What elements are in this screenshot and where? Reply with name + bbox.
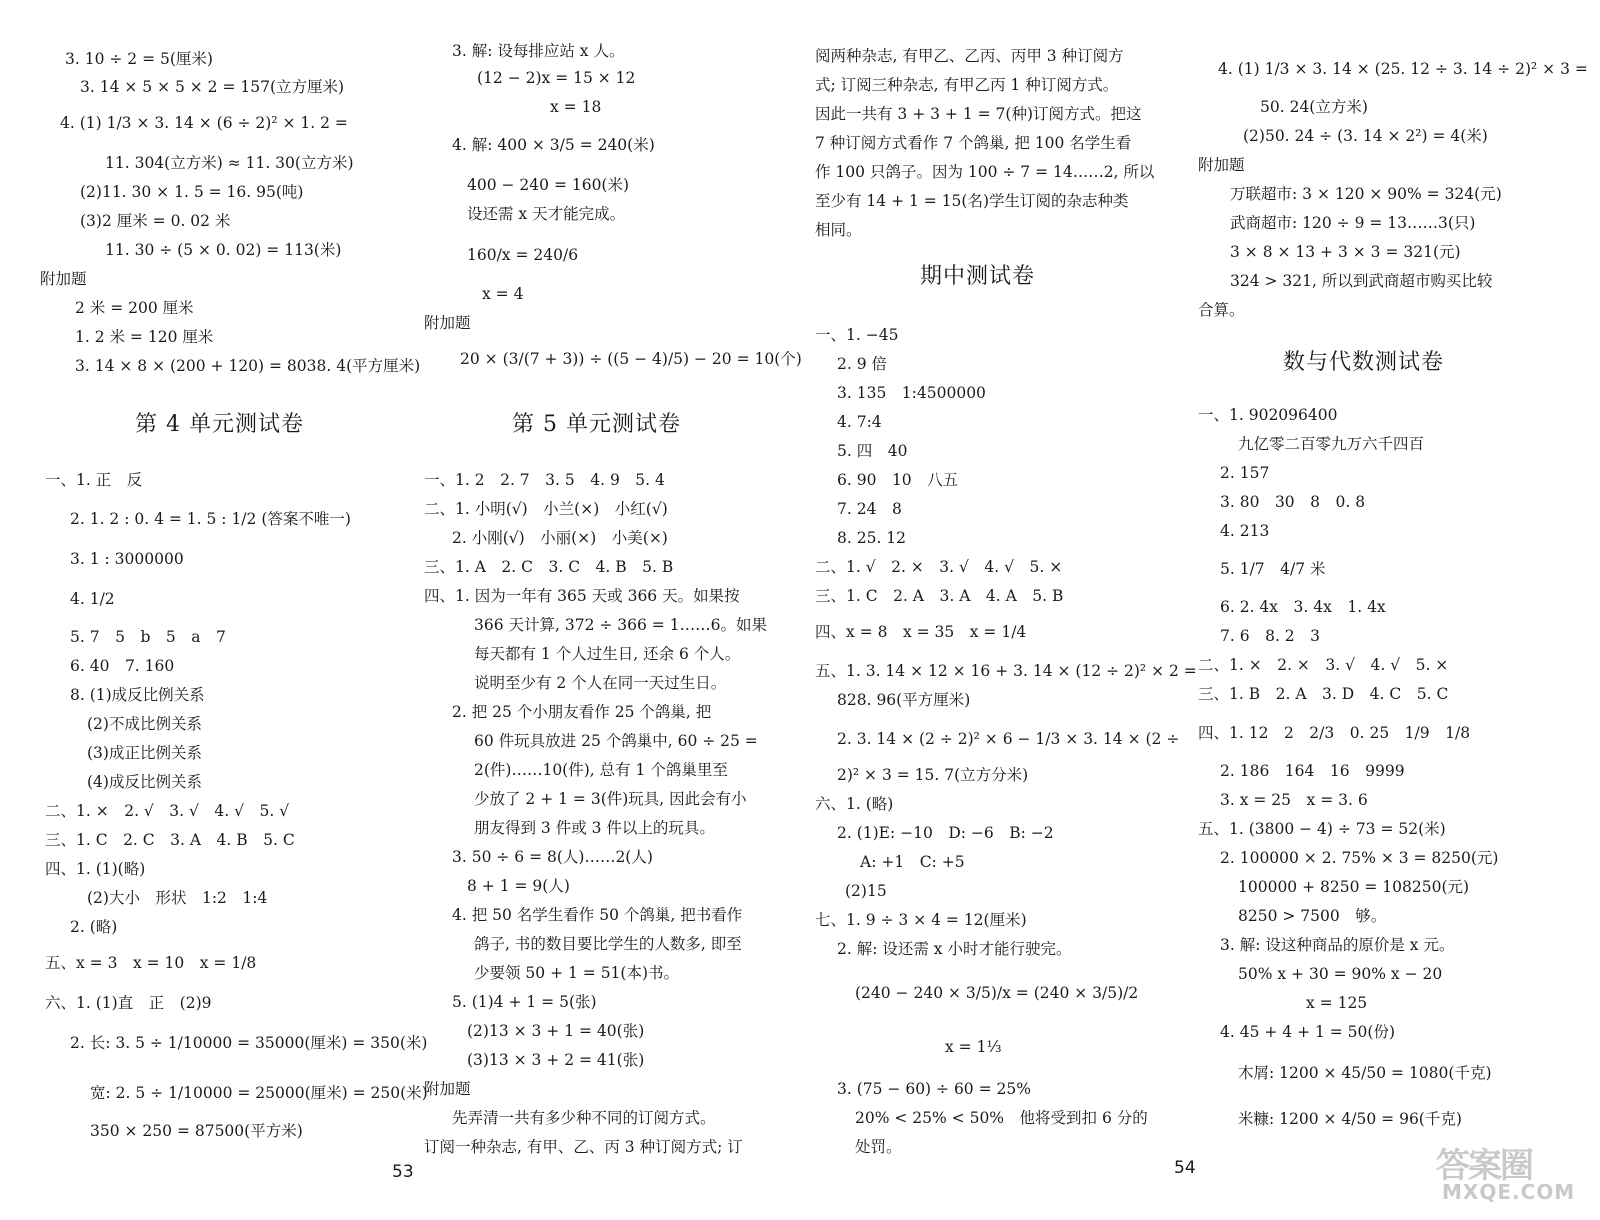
answer-line: 20 × (3/(7 + 3)) ÷ ((5 − 4)/5) − 20 = 10(个) bbox=[460, 350, 802, 368]
answer-line: 6. 2. 4x 3. 4x 1. 4x bbox=[1220, 598, 1386, 616]
answer-line: 因此一共有 3 + 3 + 1 = 7(种)订阅方式。把这 bbox=[815, 105, 1142, 123]
answer-line: 相同。 bbox=[815, 221, 862, 239]
answer-line: 3. 135 1:4500000 bbox=[837, 384, 986, 402]
section-title: 数与代数测试卷 bbox=[1283, 350, 1445, 375]
answer-line: 828. 96(平方厘米) bbox=[837, 691, 971, 709]
answer-line: 2. 3. 14 × (2 ÷ 2)² × 6 − 1/3 × 3. 14 × (2 ÷ bbox=[837, 730, 1180, 748]
answer-line: 先弄清一共有多少种不同的订阅方式。 bbox=[452, 1109, 716, 1127]
answer-line: 366 天计算, 372 ÷ 366 = 1……6。如果 bbox=[474, 616, 767, 634]
answer-line: x = 4 bbox=[482, 285, 524, 303]
answer-line: 七、1. 9 ÷ 3 × 4 = 12(厘米) bbox=[815, 911, 1027, 929]
answer-line: 鸽子, 书的数目要比学生的人数多, 即至 bbox=[474, 935, 742, 953]
answer-line: 少放了 2 + 1 = 3(件)玩具, 因此会有小 bbox=[474, 790, 747, 808]
answer-line: 2. 长: 3. 5 ÷ 1/10000 = 35000(厘米) = 350(米) bbox=[70, 1034, 428, 1052]
section-title: 第 4 单元测试卷 bbox=[135, 412, 304, 437]
answer-line: 一、1. −45 bbox=[815, 326, 899, 344]
answer-line: 处罚。 bbox=[855, 1138, 902, 1156]
answer-line: (12 − 2)x = 15 × 12 bbox=[477, 69, 636, 87]
answer-line: 100000 + 8250 = 108250(元) bbox=[1238, 878, 1470, 896]
answer-line: 六、1. (1)直 正 (2)9 bbox=[45, 994, 212, 1012]
answer-line: 2. 解: 设还需 x 小时才能行驶完。 bbox=[837, 940, 1072, 958]
answer-line: 万联超市: 3 × 120 × 90% = 324(元) bbox=[1230, 185, 1502, 203]
answer-line: (2)11. 30 × 1. 5 = 16. 95(吨) bbox=[80, 183, 304, 201]
answer-line: 2. 把 25 个小朋友看作 25 个鸽巢, 把 bbox=[452, 703, 712, 721]
answer-line: 合算。 bbox=[1198, 301, 1245, 319]
answer-line: 木屑: 1200 × 45/50 = 1080(千克) bbox=[1238, 1064, 1492, 1082]
answer-line: 4. (1) 1/3 × 3. 14 × (6 ÷ 2)² × 1. 2 = bbox=[60, 114, 348, 132]
answer-line: 五、1. (3800 − 4) ÷ 73 = 52(米) bbox=[1198, 820, 1446, 838]
answer-line: 三、1. B 2. A 3. D 4. C 5. C bbox=[1198, 685, 1449, 703]
answer-line: x = 1⅓ bbox=[945, 1038, 1002, 1056]
answer-line: 4. 45 + 4 + 1 = 50(份) bbox=[1220, 1023, 1396, 1041]
answer-line: 11. 304(立方米) ≈ 11. 30(立方米) bbox=[105, 154, 354, 172]
answer-line: 附加题 bbox=[1198, 156, 1245, 174]
page-number-right: 54 bbox=[1174, 1158, 1196, 1178]
answer-line: 50% x + 30 = 90% x − 20 bbox=[1238, 965, 1443, 983]
answer-line: 324 > 321, 所以到武商超市购买比较 bbox=[1230, 272, 1493, 290]
answer-line: 5. 四 40 bbox=[837, 442, 908, 460]
answer-line: 至少有 14 + 1 = 15(名)学生订阅的杂志种类 bbox=[815, 192, 1129, 210]
answer-line: 二、1. × 2. √ 3. √ 4. √ 5. √ bbox=[45, 802, 290, 820]
answer-line: 米糠: 1200 × 4/50 = 96(千克) bbox=[1238, 1110, 1462, 1128]
answer-line: 一、1. 902096400 bbox=[1198, 406, 1338, 424]
answer-line: 7. 24 8 bbox=[837, 500, 902, 518]
answer-line: 2. 9 倍 bbox=[837, 355, 888, 373]
answer-line: 3. 14 × 8 × (200 + 120) = 8038. 4(平方厘米) bbox=[75, 357, 421, 375]
answer-line: 6. 90 10 八五 bbox=[837, 471, 959, 489]
answer-line: (3)13 × 3 + 2 = 41(张) bbox=[467, 1051, 645, 1069]
answer-line: 每天都有 1 个人过生日, 还余 6 个人。 bbox=[474, 645, 741, 663]
answer-line: 五、1. 3. 14 × 12 × 16 + 3. 14 × (12 ÷ 2)² × 2 = bbox=[815, 662, 1197, 680]
answer-line: 武商超市: 120 ÷ 9 = 13……3(只) bbox=[1230, 214, 1476, 232]
answer-line: 三、1. A 2. C 3. C 4. B 5. B bbox=[424, 558, 674, 576]
answer-line: 宽: 2. 5 ÷ 1/10000 = 25000(厘米) = 250(米) bbox=[90, 1084, 428, 1102]
answer-line: 附加题 bbox=[424, 314, 471, 332]
answer-line: (3)2 厘米 = 0. 02 米 bbox=[80, 212, 231, 230]
answer-line: 2. (略) bbox=[70, 918, 118, 936]
answer-line: 2. 100000 × 2. 75% × 3 = 8250(元) bbox=[1220, 849, 1499, 867]
answer-line: 400 − 240 = 160(米) bbox=[467, 176, 630, 194]
answer-line: 160/x = 240/6 bbox=[467, 246, 579, 264]
answer-line: (2)50. 24 ÷ (3. 14 × 2²) = 4(米) bbox=[1243, 127, 1488, 145]
page-number-left: 53 bbox=[392, 1162, 414, 1182]
answer-line: 3. 解: 设每排应站 x 人。 bbox=[452, 42, 625, 60]
answer-line: 设还需 x 天才能完成。 bbox=[467, 205, 626, 223]
answer-line: 2. 186 164 16 9999 bbox=[1220, 762, 1405, 780]
answer-line: 4. 7:4 bbox=[837, 413, 882, 431]
answer-line: 说明至少有 2 个人在同一天过生日。 bbox=[474, 674, 727, 692]
answer-line: (2)不成比例关系 bbox=[87, 715, 202, 733]
answer-line: 6. 40 7. 160 bbox=[70, 657, 175, 675]
section-title: 期中测试卷 bbox=[920, 264, 1036, 289]
answer-line: 5. (1)4 + 1 = 5(张) bbox=[452, 993, 597, 1011]
answer-line: 二、1. √ 2. × 3. √ 4. √ 5. × bbox=[815, 558, 1063, 576]
answer-line: 少要领 50 + 1 = 51(本)书。 bbox=[474, 964, 680, 982]
answer-line: 7. 6 8. 2 3 bbox=[1220, 627, 1321, 645]
answer-line: 四、1. 12 2 2/3 0. 25 1/9 1/8 bbox=[1198, 724, 1471, 742]
answer-line: 5. 1/7 4/7 米 bbox=[1220, 560, 1326, 578]
watermark-logo-text: 答案圈 bbox=[1436, 1146, 1532, 1186]
answer-line: 3. 80 30 8 0. 8 bbox=[1220, 493, 1366, 511]
answer-line: 2(件)……10(件), 总有 1 个鸽巢里至 bbox=[474, 761, 728, 779]
answer-line: 2. (1)E: −10 D: −6 B: −2 bbox=[837, 824, 1054, 842]
answer-line: 2. 157 bbox=[1220, 464, 1270, 482]
answer-line: 20% < 25% < 50% 他将受到扣 6 分的 bbox=[855, 1109, 1148, 1127]
answer-line: 4. 1/2 bbox=[70, 590, 115, 608]
answer-line: 3. 14 × 5 × 5 × 2 = 157(立方厘米) bbox=[80, 78, 345, 96]
answer-line: 3 × 8 × 13 + 3 × 3 = 321(元) bbox=[1230, 243, 1461, 261]
answer-line: 式; 订阅三种杂志, 有甲乙丙 1 种订阅方式。 bbox=[815, 76, 1119, 94]
answer-line: 3. 50 ÷ 6 = 8(人)……2(人) bbox=[452, 848, 653, 866]
answer-line: (3)成正比例关系 bbox=[87, 744, 202, 762]
answer-line: 阅两种杂志, 有甲乙、乙丙、丙甲 3 种订阅方 bbox=[815, 47, 1124, 65]
answer-line: 4. 213 bbox=[1220, 522, 1270, 540]
answer-line: 朋友得到 3 件或 3 件以上的玩具。 bbox=[474, 819, 715, 837]
answer-line: 二、1. × 2. × 3. √ 4. √ 5. × bbox=[1198, 656, 1449, 674]
answer-line: 2)² × 3 = 15. 7(立方分米) bbox=[837, 766, 1029, 784]
answer-line: 三、1. C 2. A 3. A 4. A 5. B bbox=[815, 587, 1064, 605]
answer-line: 五、x = 3 x = 10 x = 1/8 bbox=[45, 954, 257, 972]
answer-line: 4. 解: 400 × 3/5 = 240(米) bbox=[452, 136, 655, 154]
answer-line: 7 种订阅方式看作 7 个鸽巢, 把 100 名学生看 bbox=[815, 134, 1132, 152]
answer-line: (2)15 bbox=[845, 882, 887, 900]
answer-line: 8 + 1 = 9(人) bbox=[467, 877, 570, 895]
answer-line: 3. (75 − 60) ÷ 60 = 25% bbox=[837, 1080, 1031, 1098]
watermark bbox=[1436, 1138, 1586, 1210]
answer-line: 四、1. (1)(略) bbox=[45, 860, 146, 878]
answer-line: 5. 7 5 b 5 a 7 bbox=[70, 628, 226, 646]
answer-line: 50. 24(立方米) bbox=[1260, 98, 1368, 116]
answer-line: A: +1 C: +5 bbox=[860, 853, 965, 871]
answer-line: x = 18 bbox=[550, 98, 602, 116]
answer-line: 2. 小刚(√) 小丽(×) 小美(×) bbox=[452, 529, 668, 547]
answer-line: 四、1. 因为一年有 365 天或 366 天。如果按 bbox=[424, 587, 740, 605]
answer-line: (2)大小 形状 1:2 1:4 bbox=[87, 889, 268, 907]
answer-line: 附加题 bbox=[40, 270, 87, 288]
answer-line: 三、1. C 2. C 3. A 4. B 5. C bbox=[45, 831, 295, 849]
answer-line: 350 × 250 = 87500(平方米) bbox=[90, 1122, 303, 1140]
answer-line: (240 − 240 × 3/5)/x = (240 × 3/5)/2 bbox=[855, 984, 1139, 1002]
answer-line: 60 件玩具放进 25 个鸽巢中, 60 ÷ 25 = bbox=[474, 732, 758, 750]
answer-line: 8. (1)成反比例关系 bbox=[70, 686, 205, 704]
answer-line: 订阅一种杂志, 有甲、乙、丙 3 种订阅方式; 订 bbox=[424, 1138, 743, 1156]
answer-line: 一、1. 正 反 bbox=[45, 471, 143, 489]
answer-line: 3. 10 ÷ 2 = 5(厘米) bbox=[65, 50, 213, 68]
answer-line: 4. 把 50 名学生看作 50 个鸽巢, 把书看作 bbox=[452, 906, 743, 924]
answer-line: 2 米 = 200 厘米 bbox=[75, 299, 194, 317]
watermark-url: MXQE.COM bbox=[1442, 1180, 1576, 1204]
answer-line: (2)13 × 3 + 1 = 40(张) bbox=[467, 1022, 645, 1040]
answer-line: 4. (1) 1/3 × 3. 14 × (25. 12 ÷ 3. 14 ÷ 2)² × 3 = bbox=[1218, 60, 1588, 78]
answer-line: 3. 1 : 3000000 bbox=[70, 550, 184, 568]
answer-line: 3. x = 25 x = 3. 6 bbox=[1220, 791, 1368, 809]
answer-line: 四、x = 8 x = 35 x = 1/4 bbox=[815, 623, 1027, 641]
answer-line: 附加题 bbox=[424, 1080, 471, 1098]
answer-line: 1. 2 米 = 120 厘米 bbox=[75, 328, 214, 346]
answer-line: 8250 > 7500 够。 bbox=[1238, 907, 1387, 925]
answer-line: 11. 30 ÷ (5 × 0. 02) = 113(米) bbox=[105, 241, 342, 259]
answer-line: 二、1. 小明(√) 小兰(×) 小红(√) bbox=[424, 500, 668, 518]
answer-line: 8. 25. 12 bbox=[837, 529, 907, 547]
answer-line: x = 125 bbox=[1306, 994, 1368, 1012]
answer-line: 九亿零二百零九万六千四百 bbox=[1238, 435, 1425, 453]
answer-line: 作 100 只鸽子。因为 100 ÷ 7 = 14……2, 所以 bbox=[815, 163, 1155, 181]
answer-line: 一、1. 2 2. 7 3. 5 4. 9 5. 4 bbox=[424, 471, 665, 489]
answer-line: 2. 1. 2 : 0. 4 = 1. 5 : 1/2 (答案不唯一) bbox=[70, 510, 351, 528]
answer-line: 六、1. (略) bbox=[815, 795, 894, 813]
answer-line: 3. 解: 设这种商品的原价是 x 元。 bbox=[1220, 936, 1455, 954]
section-title: 第 5 单元测试卷 bbox=[512, 412, 681, 437]
answer-line: (4)成反比例关系 bbox=[87, 773, 202, 791]
